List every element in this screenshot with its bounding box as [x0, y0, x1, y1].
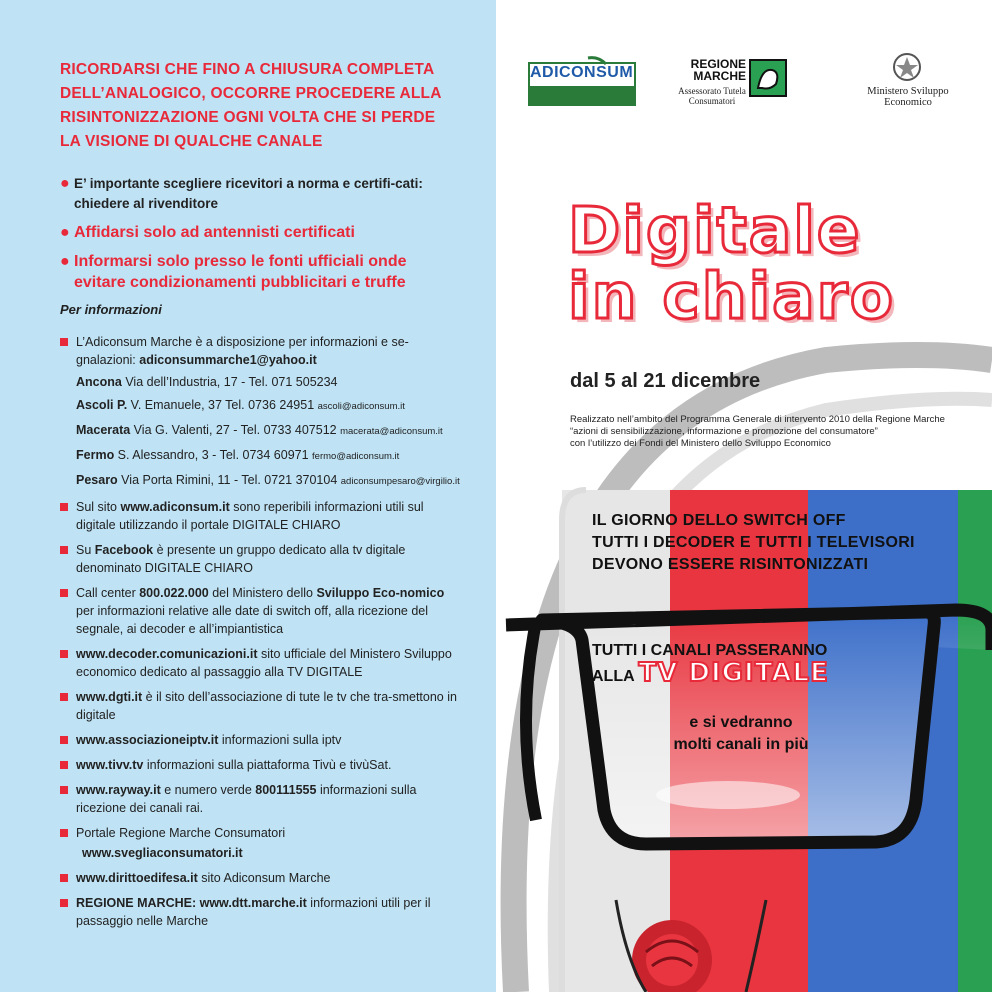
square-bullet-icon — [60, 829, 68, 837]
ministero-logo — [848, 52, 968, 122]
info-link[interactable]: www.dgti.it — [76, 690, 143, 704]
adiconsum-logo — [528, 56, 638, 108]
info-item — [60, 541, 460, 577]
info-item — [60, 584, 460, 638]
info-item — [60, 498, 460, 534]
info-text: è presente un gruppo dedicato alla tv digitale denominato DIGITALE CHIARO — [76, 543, 406, 575]
info-link[interactable]: www.adiconsum.it — [120, 500, 230, 514]
regione-logo-text — [688, 58, 746, 82]
info-text: e numero verde — [160, 783, 256, 797]
italian-emblem-icon — [892, 52, 922, 82]
square-bullet-icon — [60, 786, 68, 794]
square-bullet-icon — [60, 503, 68, 511]
tip-text: E’ importante scegliere ricevitori a norma e certifi-cati: chiedere al rivenditore — [74, 176, 423, 211]
square-bullet-icon — [60, 899, 68, 907]
office-email[interactable]: fermo@adiconsum.it — [312, 451, 400, 462]
info-text: sito ufficiale del Ministero Sviluppo economico dedicato al passaggio alla TV DIGITALE — [76, 647, 452, 679]
headline-line: DELL’ANALOGICO, OCCORRE PROCEDERE ALLA — [60, 85, 442, 102]
tv-glasses-illustration — [496, 0, 992, 992]
info-item — [60, 645, 460, 681]
message-line — [592, 658, 829, 688]
ministero-line: Ministero Sviluppo — [867, 86, 949, 97]
info-text: è il sito dell’associazione di tute le tv che tra-smettono in digitale — [76, 690, 457, 722]
info-item — [60, 756, 460, 774]
info-text: Portale Regione Marche Consumatori — [76, 826, 286, 840]
info-item — [60, 894, 460, 930]
info-list — [60, 333, 460, 937]
message-line: IL GIORNO DELLO SWITCH OFF — [592, 512, 846, 529]
office-email[interactable]: adiconsumpesaro@virgilio.it — [340, 476, 460, 487]
info-link[interactable]: www.svegliaconsumatori.it — [82, 846, 243, 860]
title-line: in chiaro — [568, 260, 896, 333]
info-text: Sul sito — [76, 500, 121, 514]
info-item — [60, 688, 460, 724]
info-text: sono reperibili informazioni utili sul digitale utilizzando il portale DIGITALE CHIARO — [76, 500, 424, 532]
bullet-icon: ● — [60, 224, 70, 241]
regione-line: MARCHE — [693, 69, 746, 83]
tip-item — [60, 174, 455, 214]
regione-sub — [674, 86, 750, 106]
info-text: informazioni utili per il passaggio nelle Marche — [76, 896, 431, 928]
ministero-line: Economico — [884, 97, 932, 108]
more-channels-message — [626, 712, 856, 756]
info-item-adiconsum — [60, 333, 460, 491]
main-title — [568, 194, 896, 333]
info-text: informazioni sulla piattaforma Tivù e tivùSat. — [143, 758, 392, 772]
funding-line: Realizzato nell’ambito del Programma Generale di intervento 2010 della Regione Marche — [570, 414, 945, 425]
switch-off-message — [592, 510, 915, 576]
ministero-text — [848, 86, 968, 108]
office-row — [76, 421, 460, 441]
info-bold: Sviluppo Eco-nomico — [316, 586, 445, 600]
lens-highlight — [656, 781, 800, 809]
channels-message — [592, 640, 829, 688]
office-address: Via G. Valenti, 27 - Tel. 0733 407512 — [130, 423, 341, 437]
message-line: e si vedranno — [689, 714, 793, 731]
info-text: Su — [76, 543, 95, 557]
office-email[interactable]: macerata@adiconsum.it — [340, 426, 443, 437]
tips-list — [60, 174, 455, 301]
info-text: informazioni sulla iptv — [218, 733, 342, 747]
info-link[interactable]: www.decoder.comunicazioni.it — [76, 647, 258, 661]
info-item — [60, 824, 460, 862]
info-heading: Per informazioni — [60, 302, 162, 317]
message-line: TUTTI I CANALI PASSERANNO — [592, 642, 828, 659]
event-dates: dal 5 al 21 dicembre — [570, 370, 761, 392]
office-city: Ascoli P. — [76, 398, 128, 412]
info-link[interactable]: Facebook — [94, 543, 154, 557]
funding-line: con l’utilizzo dei Fondi del Ministero dello Sviluppo Economico — [570, 438, 831, 449]
info-text: per informazioni relative alle date di switch off, alla ricezione del segnale, ai decoder e all’impiantistica — [76, 604, 429, 636]
info-link[interactable]: www.dirittoedifesa.it — [76, 871, 198, 885]
square-bullet-icon — [60, 736, 68, 744]
info-link[interactable]: www.associazioneiptv.it — [76, 733, 219, 747]
headline — [60, 58, 452, 154]
regione-marche-logo — [674, 56, 794, 116]
office-city: Ancona — [76, 375, 122, 389]
title-line: Digitale — [568, 194, 862, 267]
office-address: Via dell’Industria, 17 - Tel. 071 505234 — [121, 375, 338, 389]
office-city: Fermo — [76, 448, 115, 462]
regione-emblem-icon — [748, 58, 788, 98]
message-line: TUTTI I DECODER E TUTTI I TELEVISORI — [592, 534, 915, 551]
email-link[interactable]: adiconsummarche1@yahoo.it — [139, 353, 317, 367]
regione-sub-line: Assessorato Tutela — [678, 86, 746, 96]
info-item — [60, 731, 460, 749]
office-row — [76, 396, 460, 416]
office-list — [76, 373, 460, 491]
square-bullet-icon — [60, 761, 68, 769]
tip-item — [60, 222, 455, 243]
office-email[interactable]: ascoli@adiconsum.it — [317, 401, 405, 412]
funding-note — [570, 414, 970, 450]
funding-line: “azioni di sensibilizzazione, informazione e promozione del consumatore” — [570, 426, 878, 437]
headline-line: RISINTONIZZAZIONE OGNI VOLTA CHE SI PERDE — [60, 109, 436, 126]
stripe-green — [958, 490, 992, 992]
square-bullet-icon — [60, 693, 68, 701]
bullet-icon: ● — [60, 175, 70, 192]
info-item — [60, 781, 460, 817]
info-text: sito Adiconsum Marche — [197, 871, 331, 885]
square-bullet-icon — [60, 546, 68, 554]
info-text: del Ministero dello — [208, 586, 317, 600]
office-address: S. Alessandro, 3 - Tel. 0734 60971 — [114, 448, 313, 462]
info-link[interactable]: www.rayway.it — [76, 783, 161, 797]
info-text: L’Adiconsum Marche è a disposizione per informazioni e se-gnalazioni: — [76, 335, 409, 367]
office-address: Via Porta Rimini, 11 - Tel. 0721 370104 — [117, 473, 341, 487]
office-row — [76, 471, 460, 491]
info-item — [60, 869, 460, 887]
right-panel — [496, 0, 992, 992]
tip-text: Affidarsi solo ad antennisti certificati — [74, 224, 355, 241]
square-bullet-icon — [60, 650, 68, 658]
tip-text: Informarsi solo presso le fonti ufficiali onde evitare condizionamenti pubblicitari e truffe — [74, 253, 407, 291]
office-address: V. Emanuele, 37 Tel. 0736 24951 — [127, 398, 318, 412]
message-line: molti canali in più — [673, 736, 809, 753]
info-text: informazioni sulla ricezione dei canali rai. — [76, 783, 417, 815]
square-bullet-icon — [60, 338, 68, 346]
message-text: ALLA — [592, 668, 639, 685]
square-bullet-icon — [60, 874, 68, 882]
regione-line: REGIONE — [690, 57, 746, 71]
office-row — [76, 446, 460, 466]
office-row — [76, 373, 460, 391]
headline-line: LA VISIONE DI QUALCHE CANALE — [60, 133, 323, 150]
phone-number[interactable]: 800111555 — [255, 783, 317, 797]
phone-number[interactable]: 800.022.000 — [139, 586, 209, 600]
headline-line: RICORDARSI CHE FINO A CHIUSURA COMPLETA — [60, 61, 435, 78]
office-city: Pesaro — [76, 473, 118, 487]
square-bullet-icon — [60, 589, 68, 597]
adiconsum-logo-text: ADICONSUM — [530, 64, 634, 81]
tv-digitale-highlight: TV DIGITALE — [638, 658, 829, 688]
message-line: DEVONO ESSERE RISINTONIZZATI — [592, 556, 869, 573]
tip-item — [60, 251, 455, 293]
regione-sub-line: Consumatori — [688, 96, 736, 106]
info-text: Call center — [76, 586, 140, 600]
bullet-icon: ● — [60, 253, 70, 270]
info-link[interactable]: REGIONE MARCHE: www.dtt.marche.it — [76, 896, 307, 910]
office-city: Macerata — [76, 423, 131, 437]
info-link[interactable]: www.tivv.tv — [76, 758, 144, 772]
